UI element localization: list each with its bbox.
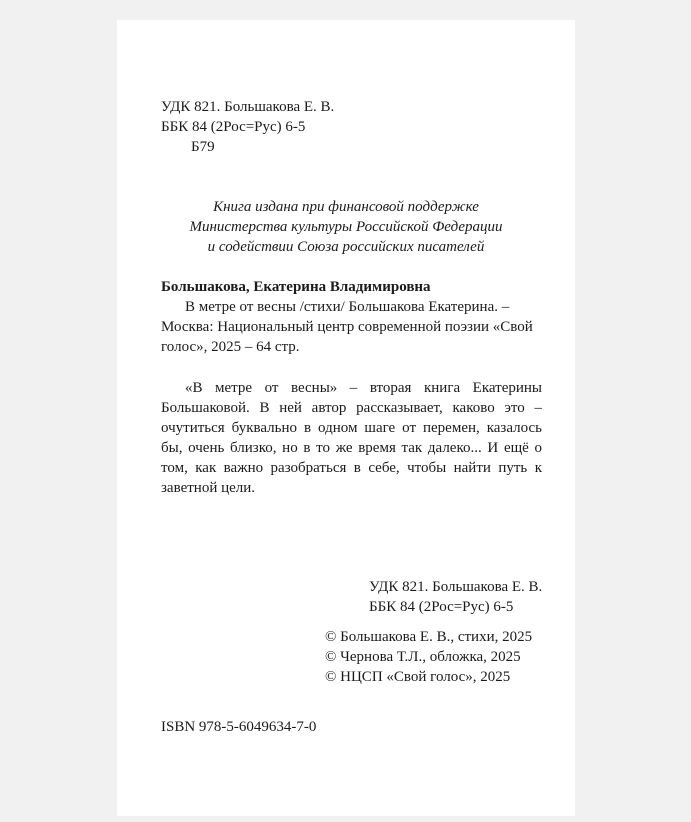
copyright-publisher: © НЦСП «Свой голос», 2025 xyxy=(325,669,511,685)
support-note-line-2: Министерства культуры Российской Федерации xyxy=(189,219,503,235)
bibliographic-line-1: В метре от весны /стихи/ Большакова Екатерина. – xyxy=(185,299,510,315)
book-abstract: «В метре от весны» – вторая книга Екатерины Большаковой. В ней автор рассказывает, каково это – очутиться буквально в одном шаге от перемен, казалось бы, очень близко, но в то же время так далеко... И ещё о том, как важно разобраться в себе, чтобы найти путь к заветной цели. xyxy=(161,380,542,496)
isbn: ISBN 978-5-6049634-7-0 xyxy=(161,719,317,735)
copyright-cover: © Чернова Т.Л., обложка, 2025 xyxy=(325,649,521,665)
author-name: Большакова, Екатерина Владимировна xyxy=(161,279,431,295)
copyright-author: © Большакова Е. В., стихи, 2025 xyxy=(325,629,533,645)
bibliographic-line-2: Москва: Национальный центр современной поэзии «Свой xyxy=(161,319,533,335)
bibliographic-line-3: голос», 2025 – 64 стр. xyxy=(161,339,300,355)
support-note-line-1: Книга издана при финансовой поддержке xyxy=(213,199,479,215)
udk-code-repeat: УДК 821. Большакова Е. В. xyxy=(369,579,543,595)
support-note-line-3: и содействии Союза российских писателей xyxy=(207,239,485,255)
author-mark: Б79 xyxy=(191,139,215,155)
page xyxy=(117,20,575,816)
udk-code: УДК 821. Большакова Е. В. xyxy=(161,99,335,115)
bbk-code: ББК 84 (2Рос=Рус) 6-5 xyxy=(161,119,306,135)
bbk-code-repeat: ББК 84 (2Рос=Рус) 6-5 xyxy=(369,599,514,615)
